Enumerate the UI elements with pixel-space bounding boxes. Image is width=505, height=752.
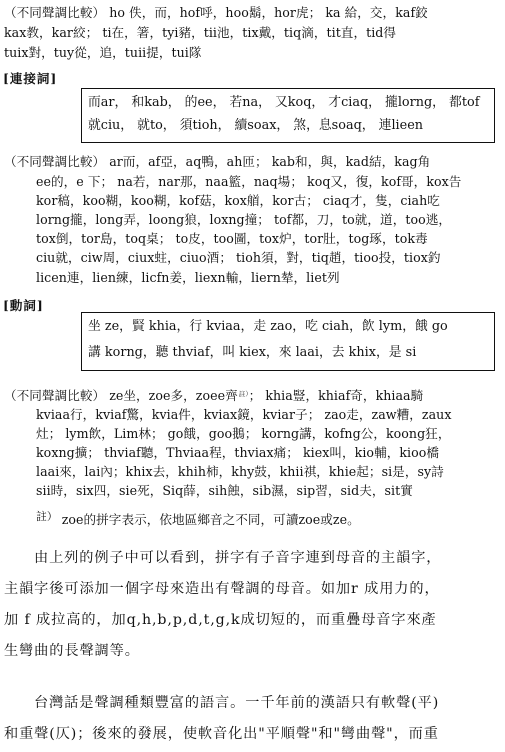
box-line: 就ciu， 就to， 須tioh， 續soax， 煞，息soaq， 連lieen: [88, 118, 424, 133]
box-line: 講 korng，聽 thviaf，叫 kiex，來 laai，去 khix，是 si: [88, 345, 417, 360]
text-line: laai來，lai內；khix去，khih柿，khy鼓，khii祺，khie起；si是，sy詩: [36, 464, 444, 479]
text-line: tuix對，tuy從，追，tuii提，tui隊: [4, 45, 202, 60]
text-line: （不同聲調比較） ho 佚，而，hof呼，hoo鬍，hor虎； ka 給，交，kaf鉸: [4, 5, 428, 20]
text-line: sii時，six四，sie死，Siq薛，sih蝕，sib濕，sip習，sid夫，sit實: [36, 483, 413, 498]
text-line: [4, 385, 423, 405]
text-segment: （不同聲調比較） ze坐，zoe多，zoee齊: [4, 388, 238, 403]
text-line: lorng攏，long弄，loong狼，loxng撞； tof都，刀，to就，道，too逃，: [36, 212, 451, 227]
box-line: 坐 ze，賢 khia，行 kviaa，走 zao，吃 ciah，飲 lym，餓 go: [88, 319, 448, 334]
text-line: 灶； lym飲，Lim林； go餓，goo鵝； korng講，kofng公，koong狂，: [36, 426, 451, 441]
verb-box: [81, 312, 495, 371]
footnote: [36, 507, 360, 529]
text-line: tox倒，tor島，toq桌； to皮，too圖，tox炉，tor肚，tog琢，tok毒: [36, 231, 428, 246]
paragraph-line: 加 f 成拉高的，加q,h,b,p,d,t,g,k成切短的，而重疊母音字來產: [4, 612, 437, 628]
paragraph-line: 和重聲(仄)；後來的發展，使軟音化出"平順聲"和"彎曲聲"，而重: [4, 726, 439, 742]
footnote-text: zoe的拼字表示，依地區鄉音之不同，可讀zoe或ze。: [61, 512, 360, 527]
text-line: kor稿，koo糊，koo糊，kof菇，kox艏，kor古； ciaq才，隻，ciah吃: [36, 193, 440, 208]
text-line: （不同聲調比較） ar而，af亞，aq鴨，ah匝； kab和，與，kad結，kag角: [4, 154, 431, 169]
paragraph-line: 生彎曲的長聲調等。: [4, 643, 140, 659]
text-line: kax教，kar絞； ti在，箸，tyi豬，tii池，tix戴，tiq滴，tit直，tid得: [4, 25, 397, 40]
footnote-marker: 註）: [238, 390, 249, 398]
text-line: ciu就，ciw周，ciux蛀，ciuo酒； tioh須，對，tiq趙，tioo投，tiox釣: [36, 250, 441, 265]
text-segment: ； khia豎，khiaf奇，khiaa騎: [248, 388, 424, 403]
footnote-label: 註）: [36, 510, 58, 523]
conjunction-box: [81, 88, 495, 143]
box-line: 而ar， 和kab， 的ee， 若na， 又koq， 才ciaq， 攏lorng， 都tof: [88, 95, 480, 110]
text-line: ee的，e 下； na若，nar那，naa籃，naq場； koq又，復，kof哥，kox告: [36, 174, 462, 189]
section-heading-verbs: [動詞]: [3, 298, 44, 313]
text-line: koxng擴； thviaf聽，Thviaa程，thviax痛； kiex叫，kio輔，kioo橋: [36, 445, 440, 460]
text-line: kviaa行，kviaf驚，kvia件，kviax鏡，kviar子； zao走，zaw糟，zaux: [36, 407, 452, 422]
paragraph-line: 由上列的例子中可以看到，拼字有子音字連到母音的主韻字，: [34, 550, 442, 566]
paragraph-line: 台灣話是聲調種類豐富的語言。一千年前的漢語只有軟聲(平): [34, 695, 440, 711]
paragraph-line: 主韻字後可添加一個字母來造出有聲調的母音。如加r 成用力的，: [4, 581, 440, 597]
text-line: licen連，lien練，licfn姜，liexn輸，liern辇，liet列: [36, 270, 340, 285]
section-heading-conjunctions: [連接詞]: [3, 71, 58, 86]
